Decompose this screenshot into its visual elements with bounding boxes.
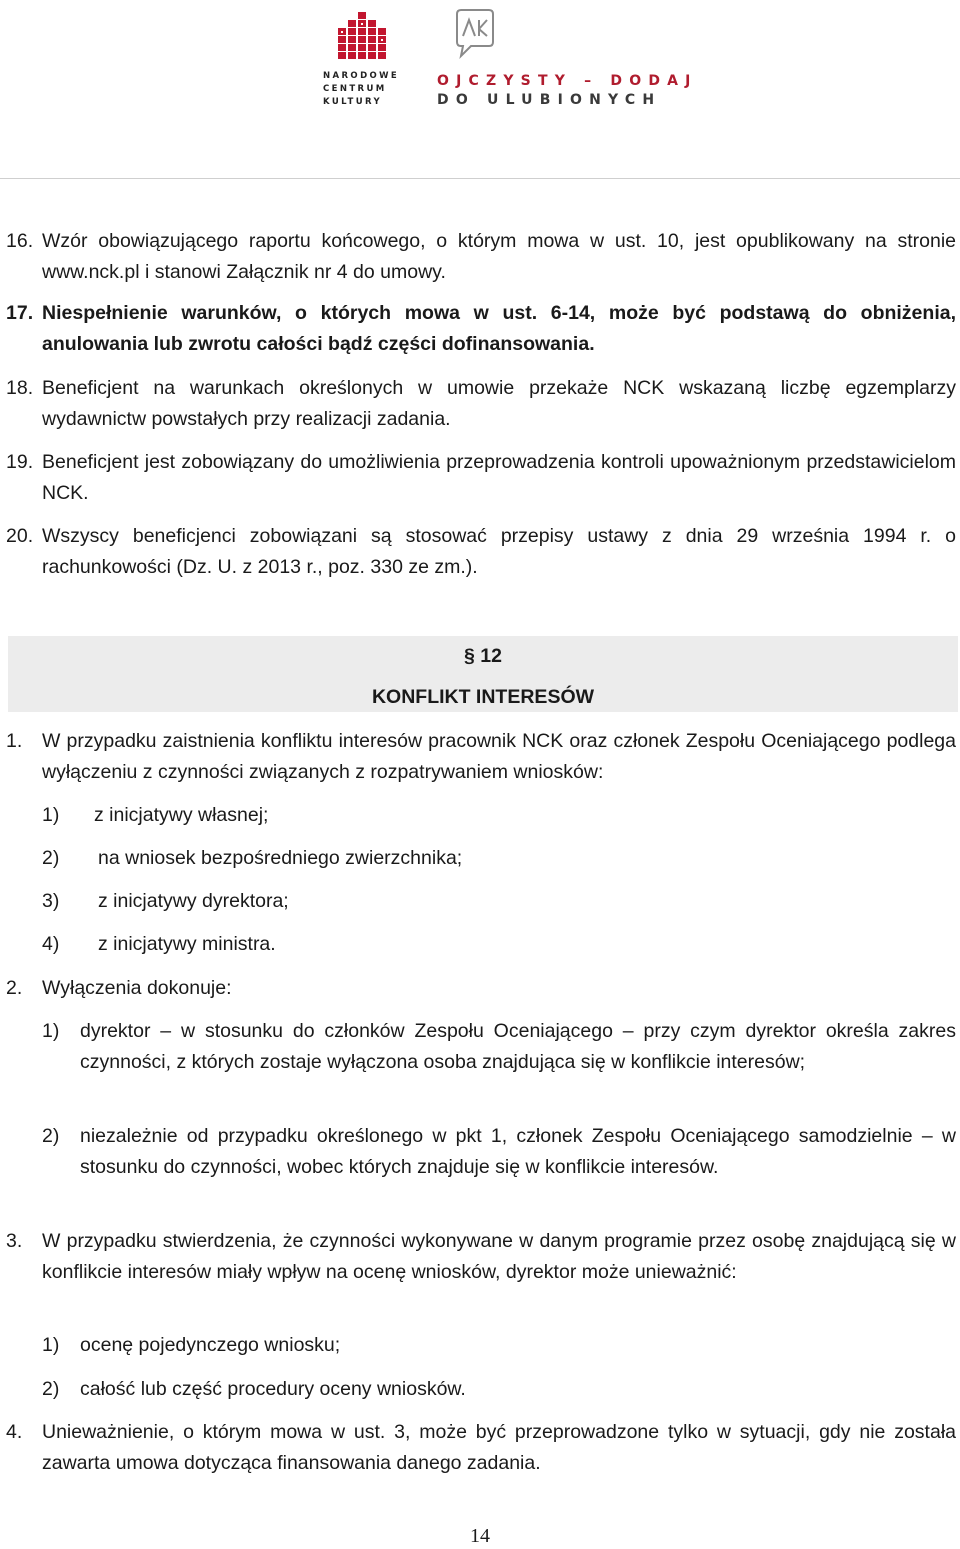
paragraph-18 (6, 373, 956, 434)
subitem (42, 843, 956, 874)
paragraph-text: Niespełnienie warunków, o których mowa w ust. 6-14, może być podstawą do obniżenia, anulowania lub zwrotu całości bądź części dofinansowania. (42, 302, 956, 355)
subitem (42, 1016, 956, 1077)
item-number: 4. (6, 1421, 23, 1443)
paragraph-number: 18. (6, 377, 34, 399)
subitem-text: ocenę pojedynczego wniosku; (80, 1334, 341, 1356)
subitem-number: 3) (42, 890, 60, 912)
subitem-text: z inicjatywy ministra. (98, 933, 276, 955)
program-logo (437, 8, 698, 112)
item-text: W przypadku zaistnienia konfliktu interesów pracownik NCK oraz członek Zespołu Oceniającego podlega wyłączeniu z czynności związanych z rozpatrywaniem wniosków: (42, 730, 956, 783)
section-heading (8, 636, 958, 712)
item-number: 2. (6, 977, 23, 999)
subitem-number: 2) (42, 847, 60, 869)
header-divider (0, 178, 960, 179)
program-logo-line: DO ULUBIONYCH (437, 92, 662, 108)
subitem (42, 800, 956, 831)
item-text: Wyłączenia dokonuje: (42, 977, 232, 999)
paragraph-number: 16. (6, 230, 34, 252)
nck-logo-line: CENTRUM (323, 84, 387, 94)
paragraph-number: 17. (6, 302, 34, 324)
nck-crown-icon (338, 12, 386, 60)
program-logo-text (437, 72, 698, 110)
paragraph-19 (6, 447, 956, 508)
subitem-text: z inicjatywy dyrektora; (98, 890, 289, 912)
item-1 (6, 726, 956, 787)
paragraph-text: Beneficjent na warunkach określonych w umowie przekaże NCK wskazaną liczbę egzemplarzy wydawnictw powstałych przy realizacji zadania. (42, 377, 956, 430)
paragraph-number: 20. (6, 525, 34, 547)
section-number: § 12 (464, 645, 502, 667)
paragraph-17 (6, 298, 956, 359)
subitem-text: niezależnie od przypadku określonego w pkt 1, członek Zespołu Oceniającego samodzielnie – w stosunku do czynności, wobec których znajduje się w konflikcie interesów. (80, 1125, 956, 1178)
program-logo-line: OJCZYSTY – DODAJ (437, 73, 698, 89)
subitem (42, 929, 956, 960)
item-2 (6, 973, 956, 1004)
header-logos (0, 0, 960, 120)
subitem-text: z inicjatywy własnej; (94, 804, 269, 826)
subitem-number: 4) (42, 933, 60, 955)
nck-logo (323, 12, 401, 112)
subitem-number: 2) (42, 1125, 60, 1147)
item-number: 3. (6, 1230, 23, 1252)
subitem (42, 1374, 956, 1405)
paragraph-number: 19. (6, 451, 34, 473)
subitem-text: dyrektor – w stosunku do członków Zespołu Oceniającego – przy czym dyrektor określa zakres czynności, z których zostaje wyłączona osoba znajdująca się w konflikcie interesów; (80, 1020, 956, 1073)
item-text: W przypadku stwierdzenia, że czynności wykonywane w danym programie przez osobę znajdującą się w konflikcie interesów miały wpływ na ocenę wniosków, dyrektor może unieważnić: (42, 1230, 956, 1283)
subitem (42, 886, 956, 917)
paragraph-text: Beneficjent jest zobowiązany do umożliwienia przeprowadzenia kontroli upoważnionym przedstawicielom NCK. (42, 451, 956, 504)
nck-logo-line: KULTURY (323, 97, 383, 107)
nck-logo-text (323, 70, 401, 109)
paragraph-16 (6, 226, 956, 287)
section-title: KONFLIKT INTERESÓW (371, 686, 595, 708)
subitem-number: 2) (42, 1378, 60, 1400)
paragraph-text: Wszyscy beneficjenci zobowiązani są stosować przepisy ustawy z dnia 29 września 1994 r. o rachunkowości (Dz. U. z 2013 r., poz. 330 ze zm.). (42, 525, 956, 578)
item-4 (6, 1417, 956, 1478)
subitem-text: całość lub część procedury oceny wniosków. (80, 1378, 466, 1400)
subitem-text: na wniosek bezpośredniego zwierzchnika; (98, 847, 463, 869)
subitem (42, 1121, 956, 1182)
subitem-number: 1) (42, 804, 60, 826)
subitem-number: 1) (42, 1020, 60, 1042)
subitem (42, 1330, 956, 1361)
subitem-number: 1) (42, 1334, 60, 1356)
item-text: Unieważnienie, o którym mowa w ust. 3, może być przeprowadzone tylko w sytuacji, gdy nie została zawarta umowa dotycząca finansowania danego zadania. (42, 1421, 956, 1474)
item-3 (6, 1226, 956, 1287)
item-number: 1. (6, 730, 23, 752)
paragraph-20 (6, 521, 956, 582)
speech-bubble-icon (449, 8, 501, 60)
page-number: 14 (470, 1525, 490, 1547)
paragraph-text: Wzór obowiązującego raportu końcowego, o którym mowa w ust. 10, jest opublikowany na stronie www.nck.pl i stanowi Załącznik nr 4 do umowy. (42, 230, 956, 283)
nck-logo-line: NARODOWE (323, 71, 400, 81)
